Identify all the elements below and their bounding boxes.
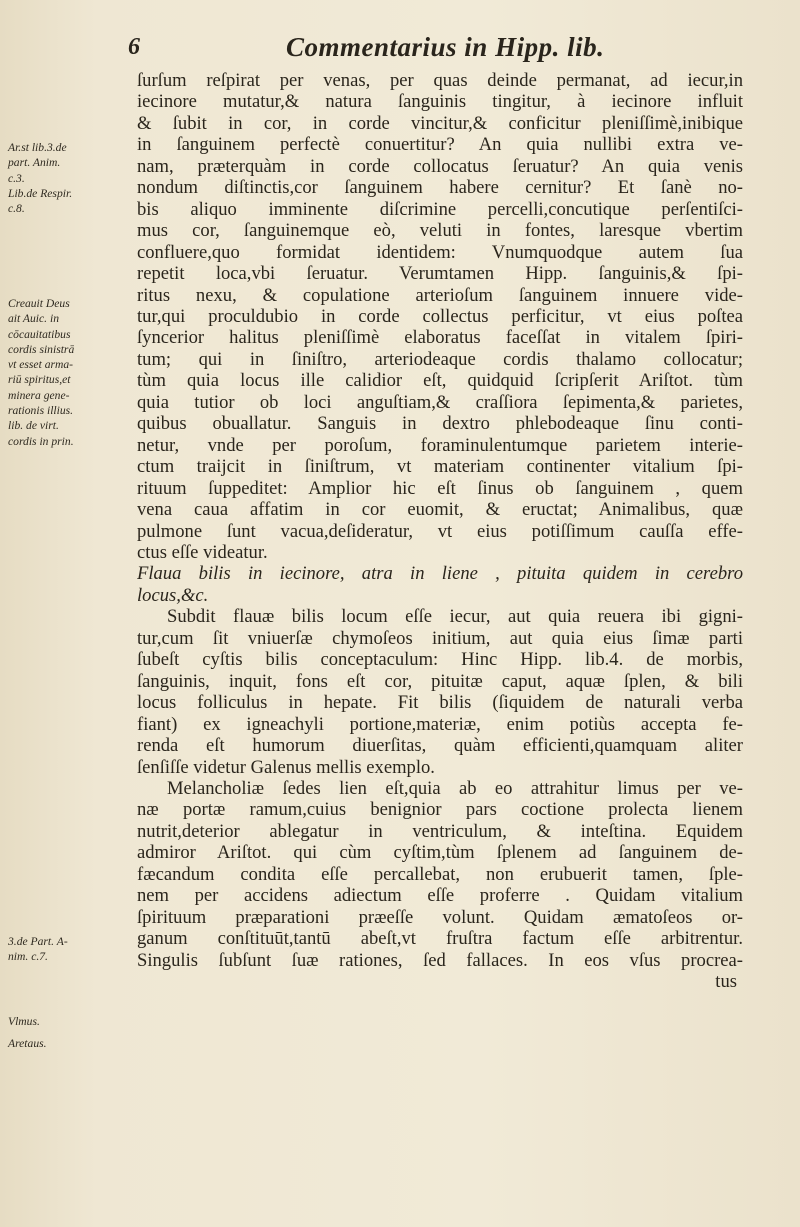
margin-note-line: Ar.st lib.3.de xyxy=(8,141,67,154)
text-line: netur, vnde per poroſum, foraminulentumque parietem interie- xyxy=(137,434,743,456)
text-line: & ſubit in cor, in corde vincitur,& conficitur pleniſſimè,inibique xyxy=(137,112,743,134)
margin-note-line: 3.de Part. A- xyxy=(8,935,68,948)
page-number: 6 xyxy=(128,34,140,60)
text-line: ſyncerior halitus pleniſſimè elaboratus faceſſat in vitalem ſpiri- xyxy=(137,327,743,349)
text-line: ſanguinis, inquit, fons eſt cor, pituitæ caput, aquæ ſplen, & bili xyxy=(137,670,743,692)
text-line: ctus eſſe videatur. xyxy=(137,541,268,563)
margin-note-line: nim. c.7. xyxy=(8,950,48,964)
text-line: fiant) ex igneachyli portione,materiæ, enim potiùs accepta fe- xyxy=(137,713,743,735)
margin-note-2 xyxy=(8,296,126,449)
text-line: admiror Ariſtot. qui cùm cyſtim,tùm ſplenem ad ſanguinem de- xyxy=(137,842,743,864)
margin-note-4 xyxy=(8,1014,126,1029)
margin-note-line: lib. de virt. xyxy=(8,419,59,433)
margin-note-line: ait Auic. in xyxy=(8,312,59,326)
margin-note-line: Vlmus. xyxy=(8,1015,40,1028)
text-line: locus,&c. xyxy=(137,584,209,606)
catchword: tus xyxy=(715,971,737,993)
text-line: iecinore mutatur,& natura ſanguinis tingitur, à iecinore influit xyxy=(137,91,743,113)
text-line: Singulis ſubſunt ſuæ rationes, ſed fallaces. In eos vſus procrea- xyxy=(137,949,743,971)
text-line: repetit loca,vbi ſeruatur. Verumtamen Hipp. ſanguinis,& ſpi- xyxy=(137,263,743,285)
text-line: nam, præterquàm in corde collocatus ſeruatur? An quia venis xyxy=(137,155,743,177)
text-line: nem per accidens adiectum eſſe proferre . Quidam vitalium xyxy=(137,885,743,907)
text-line: rituum ſuppeditet: Amplior hic eſt ſinus ob ſanguinem , quem xyxy=(137,477,743,499)
margin-note-line: rationis illius. xyxy=(8,404,74,418)
text-line: ſurſum reſpirat per venas, per quas deinde permanat, ad iecur,in xyxy=(137,70,743,91)
text-line: fæcandum condita eſſe percallebat, non erubuerit tamen, ſple- xyxy=(137,863,743,885)
text-line: vena caua affatim in cor euomit, & eructat; Animalibus, quæ xyxy=(137,499,743,521)
margin-note-5 xyxy=(8,1036,126,1051)
text-line: Melancholiæ ſedes lien eſt,quia ab eo attrahitur limus per ve- xyxy=(167,777,743,799)
text-line: confluere,quo formidat identidem: Vnumquodque autem ſua xyxy=(137,241,743,263)
text-line: Flaua bilis in iecinore, atra in liene , pituita quidem in cerebro xyxy=(137,563,743,585)
text-line: pulmone ſunt vacua,deſideratur, vt eius potiſſimum cauſſa effe- xyxy=(137,520,743,542)
margin-note-line: Aretaus. xyxy=(8,1037,47,1050)
text-line: nondum diſtinctis,cor ſanguinem habere cernitur? Et ſanè no- xyxy=(137,177,743,199)
text-line: in ſanguinem perfectè conuertitur? An quia nullibi extra ve- xyxy=(137,134,743,156)
text-line: Subdit flauæ bilis locum eſſe iecur, aut quia reuera ibi gigni- xyxy=(167,606,743,628)
main-text xyxy=(137,70,743,992)
text-line: ritus nexu, & copulatione arterioſum ſanguinem innuere vide- xyxy=(137,284,743,306)
margin-note-line: riū spiritus,et xyxy=(8,373,71,387)
text-line: nutrit,deterior ablegatur in ventriculum, & inteſtina. Equidem xyxy=(137,820,743,842)
running-head: Commentarius in Hipp. lib. xyxy=(286,32,605,62)
margin-note-line: Creauit Deus xyxy=(8,297,70,310)
text-line: ganum conſtituūt,tantū abeſt,vt fruſtra factum eſſe arbitrentur. xyxy=(137,928,743,950)
text-line: tur,qui proculdubio in corde collectus perficitur, vt eius poſtea xyxy=(137,305,743,327)
text-line: ſpirituum præparationi præeſſe volunt. Quidam æmatoſeos or- xyxy=(137,906,743,928)
margin-note-line: c.3. xyxy=(8,171,25,185)
margin-note-line: cōcauitatibus xyxy=(8,327,71,341)
text-line: ſubeſt cyſtis bilis conceptaculum: Hinc Hipp. lib.4. de morbis, xyxy=(137,649,743,671)
margin-note-line: Lib.de Respir. xyxy=(8,186,73,200)
text-line: ſenſiſſe videtur Galenus mellis exemplo. xyxy=(137,756,435,778)
margin-note-line: vt esset arma- xyxy=(8,358,74,372)
margin-note-3 xyxy=(8,934,126,965)
margin-note-line: cordis in prin. xyxy=(8,434,74,448)
text-line: ctum traijcit in ſiniſtrum, vt materiam continenter vitalium ſpi- xyxy=(137,456,743,478)
text-line: tum; qui in ſiniſtro, arteriodeaque cordis thalamo collocatur; xyxy=(137,348,743,370)
margin-note-1 xyxy=(8,140,126,216)
margin-note-line: minera gene- xyxy=(8,388,70,402)
margin-note-line: cordis sinistrā xyxy=(8,342,75,356)
text-line: quibus obuallatur. Sanguis in dextro phlebodeaque ſinu conti- xyxy=(137,413,743,435)
text-line: renda eſt humorum diuerſitas, quàm efficienti,quamquam aliter xyxy=(137,735,743,757)
text-line: quia tutior ob loci anguſtiam,& craſſiora ſepimenta,& parietes, xyxy=(137,391,743,413)
text-line: tur,cum ſit vniuerſæ chymoſeos initium, aut quia eius ſimæ parti xyxy=(137,627,743,649)
text-line: mus cor, ſanguinemque eò, veluti in fontes, laresque vbertim xyxy=(137,220,743,242)
text-line: næ portæ ramum,cuius benignior pars coctione prolecta lienem xyxy=(137,799,743,821)
text-line: locus folliculus in hepate. Fit bilis (ſiquidem de naturali verba xyxy=(137,692,743,714)
text-line: tùm quia locus ille calidior eſt, quidquid ſcripſerit Ariſtot. tùm xyxy=(137,370,743,392)
text-line: bis aliquo imminente diſcrimine percelli,concutique perſentiſci- xyxy=(137,198,743,220)
margin-note-line: part. Anim. xyxy=(8,156,61,170)
margin-note-line: c.8. xyxy=(8,202,25,216)
